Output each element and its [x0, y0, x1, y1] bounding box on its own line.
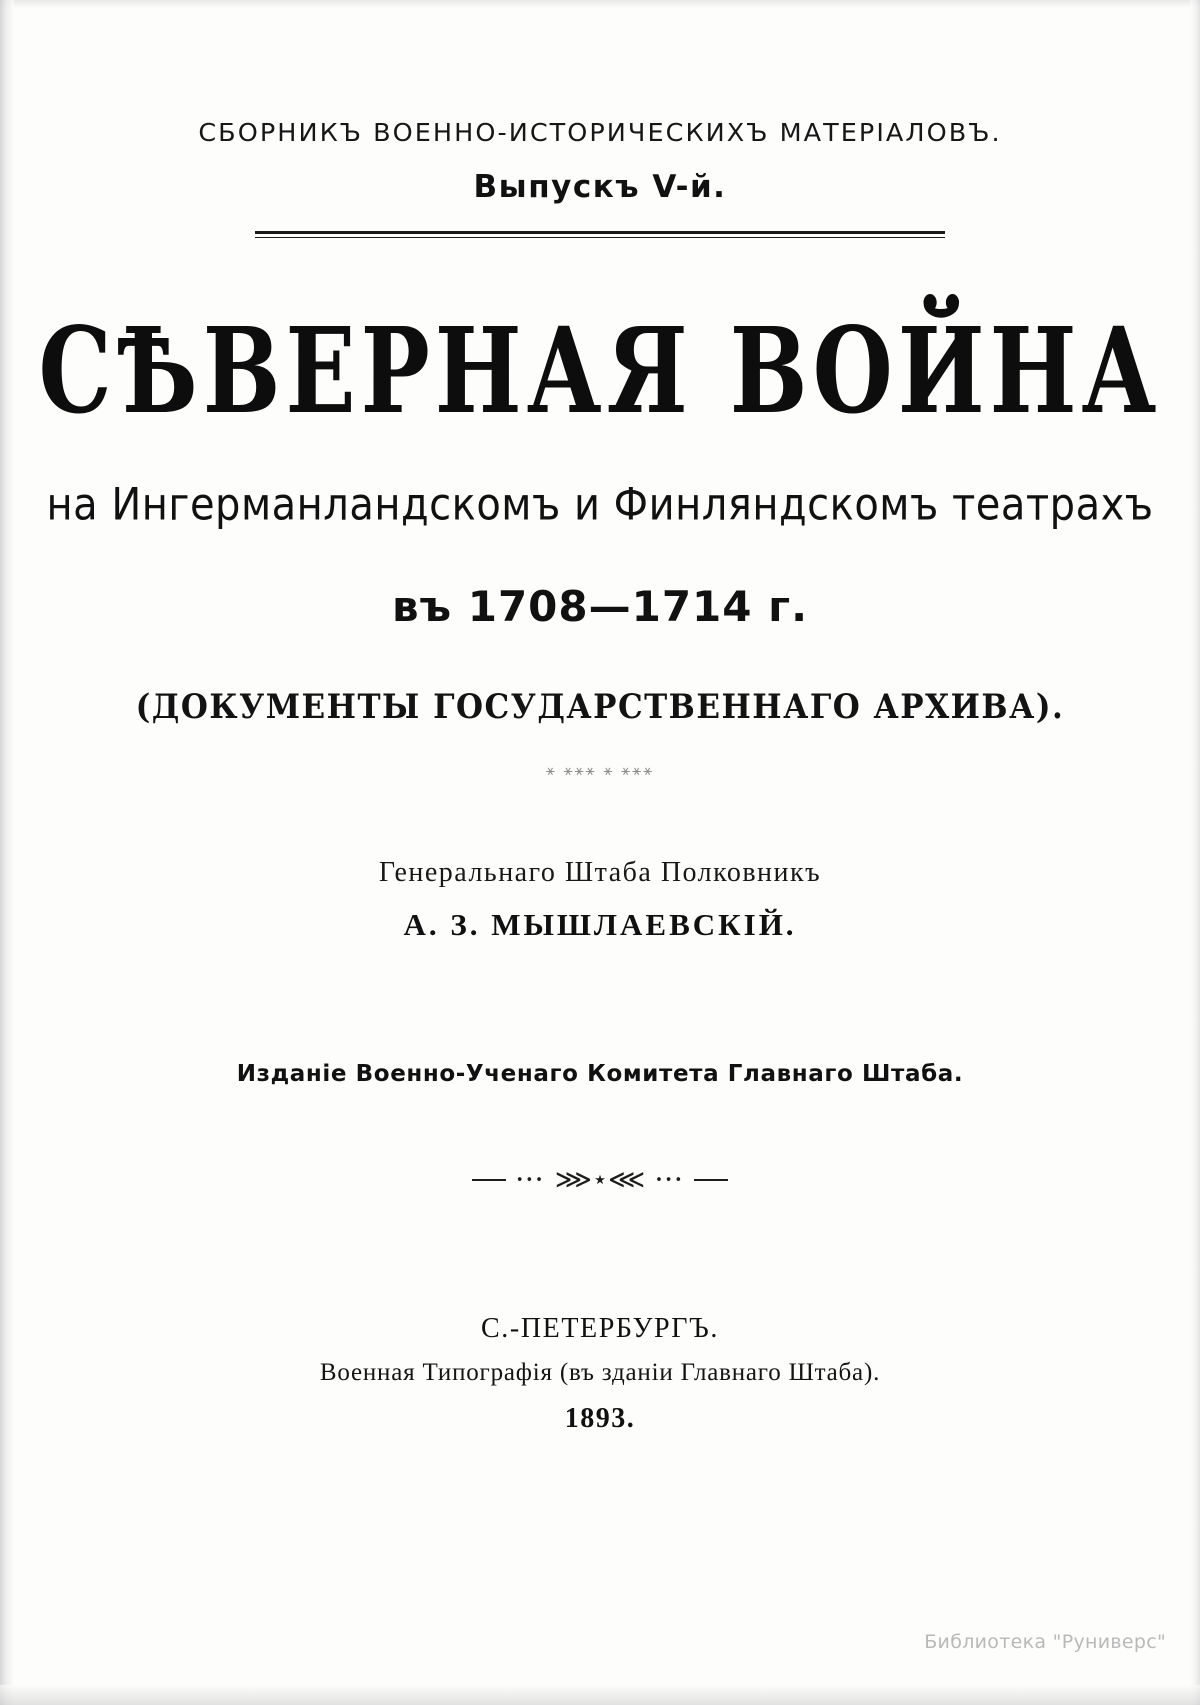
ornament-dots-right-icon: •••	[655, 1172, 685, 1188]
ornament-center-icon: ⋙⋆⋘	[554, 1165, 646, 1195]
author-name: А. З. МЫШЛАЕВСКІЙ.	[403, 907, 797, 942]
subtitle: на Ингерманландскомъ и Финляндскомъ театрахъ	[46, 479, 1154, 531]
imprint-printer: Военная Типографія (въ зданіи Главнаго Штаба).	[319, 1359, 881, 1386]
publisher-statement: Изданіе Военно-Ученаго Комитета Главнаго Штаба.	[236, 1061, 964, 1087]
source-note: (ДОКУМЕНТЫ ГОСУДАРСТВЕННАГО АРХИВА).	[135, 687, 1065, 727]
library-watermark: Библиотека "Руниверс"	[924, 1631, 1166, 1653]
imprint-year: 1893.	[564, 1403, 636, 1434]
scan-edge-bottom	[0, 1685, 1200, 1705]
author-rank: Генеральнаго Штаба Полковникъ	[378, 857, 822, 888]
ornament-dots-left-icon: •••	[515, 1172, 545, 1188]
header-divider-rule	[255, 231, 945, 238]
ornament-small-icon: ⚹ ⚹⚹⚹ ⚹ ⚹⚹⚹	[545, 761, 655, 779]
main-title: СѢВЕРНАЯ ВОЙНА	[38, 301, 1162, 440]
ornament-divider	[0, 1167, 1200, 1193]
issue-number: Выпускъ V-й.	[473, 169, 727, 205]
ornament-dash-right-icon	[694, 1179, 728, 1181]
series-header: СБОРНИКЪ ВОЕННО-ИСТОРИЧЕСКИХЪ МАТЕРІАЛОВЪ.	[198, 118, 1002, 147]
years-range: въ 1708—1714 г.	[391, 582, 809, 631]
ornament-dash-left-icon	[472, 1179, 506, 1181]
imprint-city: С.-ПЕТЕРБУРГЪ.	[481, 1313, 719, 1344]
